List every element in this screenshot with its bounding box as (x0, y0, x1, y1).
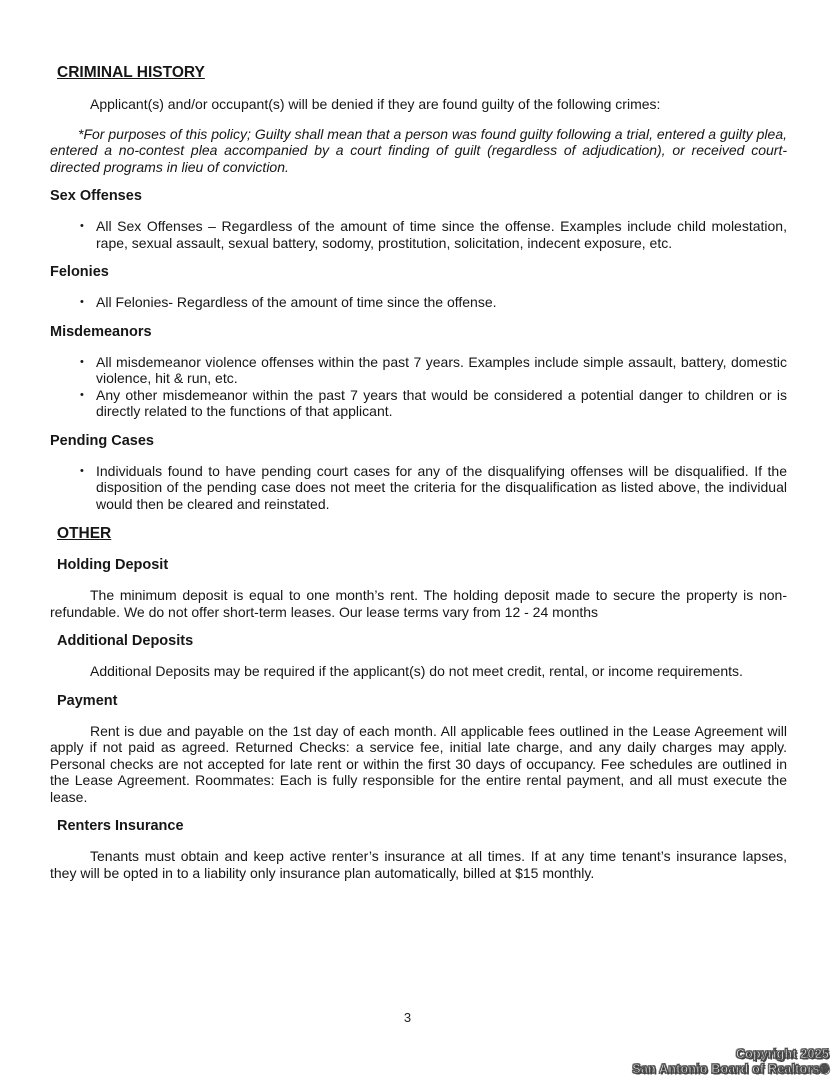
section-heading-other: OTHER (57, 525, 112, 542)
bullet-icon: • (80, 464, 84, 477)
subheading-sex-offenses: Sex Offenses (50, 188, 142, 204)
list-item (80, 353, 787, 387)
list-item-text: Individuals found to have pending court cases for any of the disqualifying offenses will be disqualified. If the disposition of the pending case does not meet the criteria for the disqualification as listed above, the individual would then be cleared and reinstated. (96, 462, 787, 512)
subheading-pending-cases: Pending Cases (50, 432, 154, 449)
additional-deposits-paragraph: Additional Deposits may be required if the applicant(s) do not meet credit, rental, or income requirements. (90, 663, 743, 679)
bullet-icon: • (80, 355, 84, 368)
list-item (80, 218, 787, 251)
subheading-felonies: Felonies (50, 264, 109, 280)
subheading-misdemeanors: Misdemeanors (50, 323, 152, 340)
subheading-additional-deposits: Additional Deposits (57, 633, 194, 649)
footer-organization: San Antonio Board of Realtors® (632, 1062, 829, 1076)
list-item (80, 462, 787, 513)
footer-copyright: Copyright 2025 (735, 1047, 829, 1061)
list-item-text: Any other misdemeanor within the past 7 years that would be considered a potential danger to children or is directly related to the functions of that applicant. (96, 386, 787, 419)
bullet-icon: • (80, 388, 84, 401)
pending-cases-bullet-list (50, 463, 787, 513)
footer-watermark (632, 1047, 829, 1077)
section-heading-criminal-history: CRIMINAL HISTORY (57, 64, 205, 81)
subheading-holding-deposit: Holding Deposit (57, 557, 169, 573)
criminal-history-intro-paragraph: Applicant(s) and/or occupant(s) will be denied if they are found guilty of the following crimes: (90, 96, 661, 112)
holding-deposit-paragraph: The minimum deposit is equal to one month’s rent. The holding deposit made to secure the property is non- refundable. We do not offer short-term leases. Our lease terms vary from 12 - 24 months (50, 587, 787, 620)
subheading-renters-insurance: Renters Insurance (57, 818, 184, 834)
sex-offenses-bullet-list (50, 218, 787, 251)
criminal-history-policy-note: *For purposes of this policy; Guilty shall mean that a person was found guilty following a trial, entered a guilty plea, entered a no-contest plea accompanied by a court finding of guilt (regardless of adjudication), or received court-directed programs in lieu of conviction. (50, 125, 787, 175)
list-item (80, 386, 787, 420)
bullet-icon: • (80, 296, 84, 308)
bullet-icon: • (80, 220, 84, 232)
subheading-payment: Payment (57, 692, 118, 709)
felonies-bullet-list (50, 294, 787, 311)
page-number: 3 (403, 1009, 412, 1025)
payment-paragraph: Rent is due and payable on the 1st day of each month. All applicable fees outlined in the Lease Agreement will apply if not paid as agreed. Returned Checks: a service fee, initial late charge, and any daily charges may apply. Personal checks are not accepted for late rent or within the first 30 days of occupancy. Fee schedules are outlined in the Lease Agreement. Roommates: Each is fully responsible for the entire rental payment, and all must execute the lease. (50, 722, 787, 805)
list-item (80, 294, 787, 311)
list-item-text: All Felonies- Regardless of the amount of time since the offense. (96, 294, 497, 310)
list-item-text: All misdemeanor violence offenses within the past 7 years. Examples include simple assault, battery, domestic violence, hit & run, etc. (96, 353, 787, 386)
renters-insurance-paragraph: Tenants must obtain and keep active renter’s insurance at all times. If at any time tenant’s insurance lapses, they will be opted in to a liability only insurance plan automatically, billed at $15 monthly. (50, 848, 787, 881)
misdemeanors-bullet-list (50, 354, 787, 420)
list-item-text: All Sex Offenses – Regardless of the amount of time since the offense. Examples include child molestation, rape, sexual assault, sexual battery, sodomy, prostitution, solicitation, indecent exposure, etc. (96, 218, 787, 251)
